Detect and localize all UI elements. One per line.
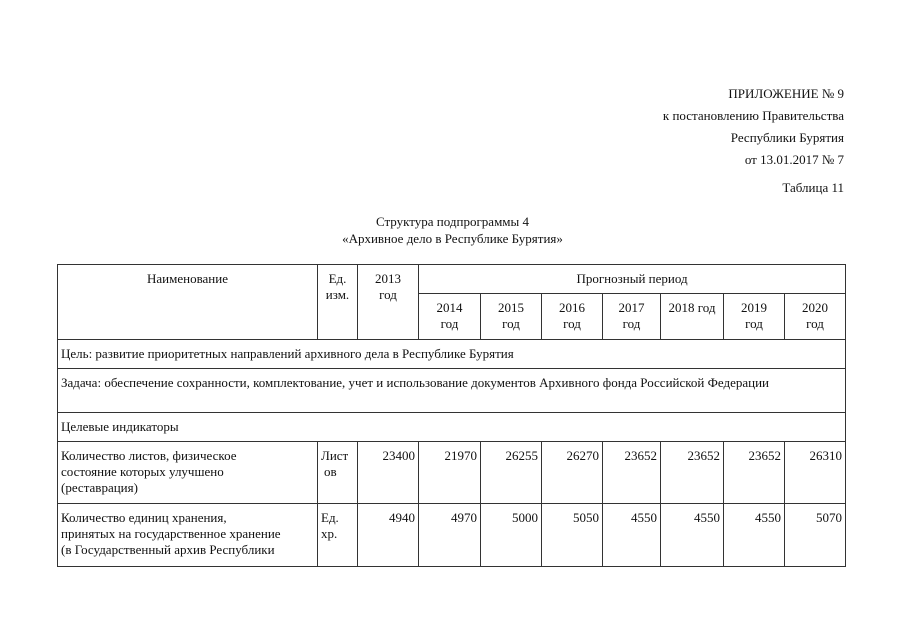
header-unit [318, 265, 358, 340]
year-label: 2019 [741, 300, 767, 315]
appendix-label: ПРИЛОЖЕНИЕ № 9 [728, 86, 844, 101]
header-unit-line-1: Ед. [328, 271, 347, 286]
row-value-2013: 4940 [358, 504, 419, 567]
row-name [58, 442, 318, 504]
document-title [0, 213, 905, 247]
year-label: 2015 [498, 300, 524, 315]
table-number: Таблица 11 [782, 180, 844, 195]
row-value-2020: 26310 [785, 442, 846, 504]
year-label: 2018 год [668, 300, 716, 315]
row-value-2014: 21970 [419, 442, 481, 504]
year-god: год [502, 316, 520, 331]
goal-text: Цель: развитие приоритетных направлений архивного дела в Республике Бурятия [61, 346, 514, 361]
decree-line: к постановлению Правительства [662, 108, 844, 123]
row-name-line: Количество листов, физическое [61, 448, 237, 463]
header-year-2020 [785, 294, 846, 340]
header-name [58, 265, 318, 340]
row-name [58, 504, 318, 567]
task-cell [58, 369, 846, 413]
row-value-2016: 5050 [542, 504, 603, 567]
row-value-2020: 5070 [785, 504, 846, 567]
header-year-2015 [481, 294, 542, 340]
year-god: год [563, 316, 581, 331]
row-value-2017: 23652 [603, 442, 661, 504]
header-2013 [358, 265, 419, 340]
row-name-line: Количество единиц хранения, [61, 510, 227, 525]
table-row [58, 442, 846, 504]
row-unit-line: хр. [321, 526, 338, 541]
republic-line: Республики Бурятия [730, 130, 844, 145]
goal-row [58, 340, 846, 369]
row-value-2013: 23400 [358, 442, 419, 504]
task-text: Задача: обеспечение сохранности, комплектование, учет и использование документов Архивного фонда Российской Федерации [61, 375, 770, 390]
year-god: год [806, 316, 824, 331]
row-name-line: (реставрация) [61, 480, 138, 495]
table-row [58, 504, 846, 567]
row-value-2019: 23652 [724, 442, 785, 504]
header-year-2017 [603, 294, 661, 340]
row-value-2014: 4970 [419, 504, 481, 567]
header-forecast-label: Прогнозный период [576, 271, 688, 286]
year-label: 2016 [559, 300, 585, 315]
row-value-2019: 4550 [724, 504, 785, 567]
header-year-2014 [419, 294, 481, 340]
header-row-1 [58, 265, 846, 294]
row-unit-line: ов [324, 464, 337, 479]
year-label: 2014 [436, 300, 463, 315]
title-line-2: «Архивное дело в Республике Бурятия» [342, 231, 563, 246]
indicators-cell [58, 413, 846, 442]
row-value-2016: 26270 [542, 442, 603, 504]
row-value-2018: 23652 [661, 442, 724, 504]
row-value-2015: 26255 [481, 442, 542, 504]
header-year-2018 [661, 294, 724, 340]
header-2013-god: год [379, 287, 397, 302]
row-value-2017: 4550 [603, 504, 661, 567]
task-row [58, 369, 846, 413]
goal-cell [58, 340, 846, 369]
row-name-line: принятых на государственное хранение [61, 526, 281, 541]
header-unit-line-2: изм. [325, 287, 350, 302]
header-2013-year: 2013 [375, 271, 401, 286]
year-god: год [745, 316, 763, 331]
row-name-line: состояние которых улучшено [61, 464, 224, 479]
row-name-line: (в Государственный архив Республики [61, 542, 275, 557]
header-year-2019 [724, 294, 785, 340]
row-unit-line: Ед. [321, 510, 339, 525]
row-value-2018: 4550 [661, 504, 724, 567]
indicators-row [58, 413, 846, 442]
year-god: год [440, 316, 459, 331]
row-value-2015: 5000 [481, 504, 542, 567]
indicators-text: Целевые индикаторы [61, 419, 179, 434]
row-unit-line: Лист [321, 448, 349, 463]
decree-date-line: от 13.01.2017 № 7 [744, 152, 844, 167]
row-unit [318, 442, 358, 504]
row-unit [318, 504, 358, 567]
header-name-label: Наименование [147, 271, 228, 286]
subprogram-structure-table [57, 264, 846, 567]
title-line-1: Структура подпрограммы 4 [375, 214, 530, 229]
year-label: 2020 [802, 300, 828, 315]
year-label: 2017 [618, 300, 645, 315]
year-god: год [622, 316, 641, 331]
header-year-2016 [542, 294, 603, 340]
header-forecast [419, 265, 846, 294]
